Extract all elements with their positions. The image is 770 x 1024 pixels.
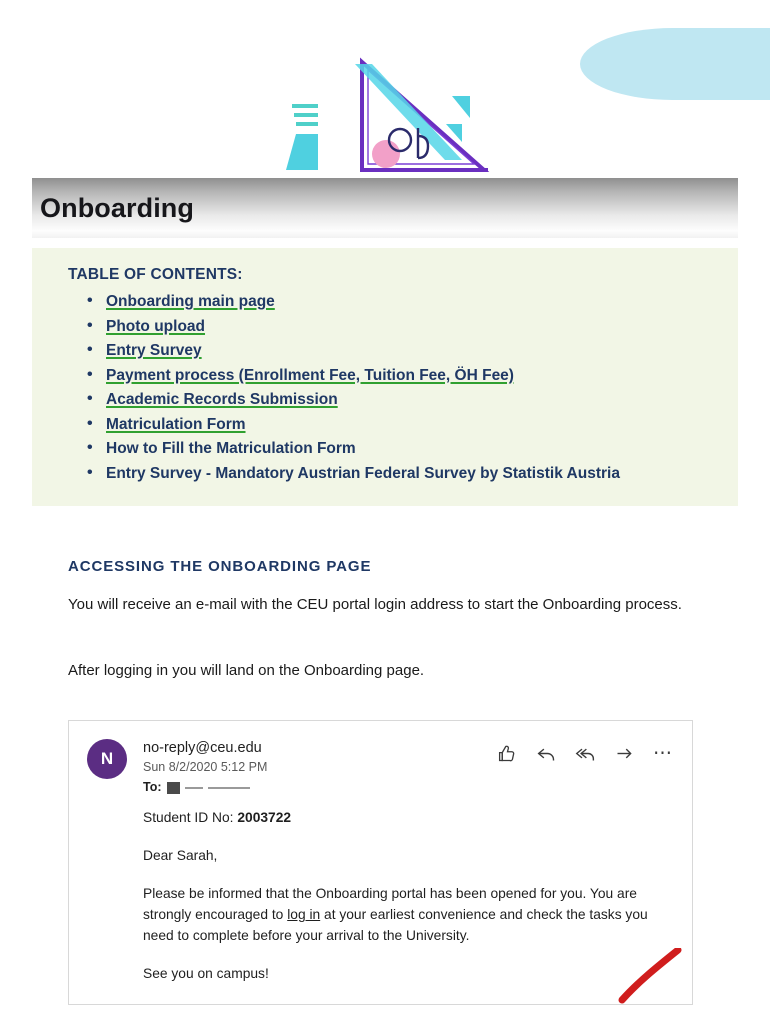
toc-item-academic-records-submission[interactable] [106,388,738,413]
header-artwork [0,0,770,178]
reply-icon[interactable] [536,743,557,764]
email-closing: See you on campus! [143,966,269,981]
email-sender: no-reply@ceu.edu [143,740,262,756]
section-heading: ACCESSING THE ONBOARDING PAGE [68,558,372,575]
toc-link-label[interactable]: Onboarding main page [106,293,275,310]
toc-item-matriculation-form[interactable] [106,413,738,438]
toc-link-label[interactable]: Payment process (Enrollment Fee, Tuition Fee, ÖH Fee) [106,366,514,384]
email-action-bar[interactable] [497,739,672,764]
student-id-value: 2003722 [237,810,292,825]
toc-heading: TABLE OF CONTENTS: [68,266,243,283]
log-in-link[interactable]: log in [287,907,321,922]
student-id-label: Student ID No: [143,810,234,825]
email-student-id-line [143,807,668,828]
paragraph-two: After logging in you will land on the Onboarding page. [68,662,425,679]
paragraph-one: You will receive an e-mail with the CEU portal login address to start the Onboarding process. [68,596,682,613]
table-of-contents [32,248,738,506]
toc-item-entry-survey[interactable] [106,339,738,364]
toc-item-payment-process[interactable] [106,364,738,389]
header-graphic-icon [0,0,770,178]
email-greeting: Dear Sarah, [143,848,218,863]
email-paragraph [143,883,668,946]
toc-link-label[interactable]: Entry Survey [106,342,202,359]
toc-list [32,290,738,486]
redaction-line-icon [208,787,250,789]
toc-item-photo-upload[interactable] [106,315,738,340]
toc-item-label: Entry Survey - Mandatory Austrian Federal Survey by Statistik Austria [106,464,620,482]
toc-item-onboarding-main-page[interactable] [106,290,738,315]
email-header [69,721,692,797]
avatar: N [87,739,127,779]
email-body-part-one: Please be informed that the Onboarding portal has been opened for you. You are strongly encouraged to [143,886,637,922]
email-body [69,797,692,984]
email-screenshot [68,720,693,1005]
email-body-part-two: at your earliest convenience and check the tasks you need to complete before your arrival to the University. [143,907,648,943]
toc-item-label: How to Fill the Matriculation Form [106,440,356,457]
toc-link-label[interactable]: Academic Records Submission [106,391,338,408]
toc-item-entry-survey-statistik-austria [106,462,738,487]
toc-item-how-to-fill-matriculation-form [106,437,738,462]
redaction-block-icon [167,782,180,794]
email-to-label: To: [143,780,162,794]
redaction-line-icon [185,787,203,789]
more-actions-icon[interactable]: ⋯ [653,742,672,764]
page-title-band [32,178,738,238]
forward-icon[interactable] [614,743,635,764]
email-meta [143,739,497,797]
toc-link-label[interactable]: Matriculation Form [106,415,246,433]
email-date: Sun 8/2/2020 5:12 PM [143,760,268,774]
reply-all-icon[interactable] [575,743,596,764]
page-title: Onboarding [40,192,194,223]
toc-link-label[interactable]: Photo upload [106,317,206,335]
email-recipient-row [143,778,497,797]
like-icon[interactable] [497,743,518,764]
